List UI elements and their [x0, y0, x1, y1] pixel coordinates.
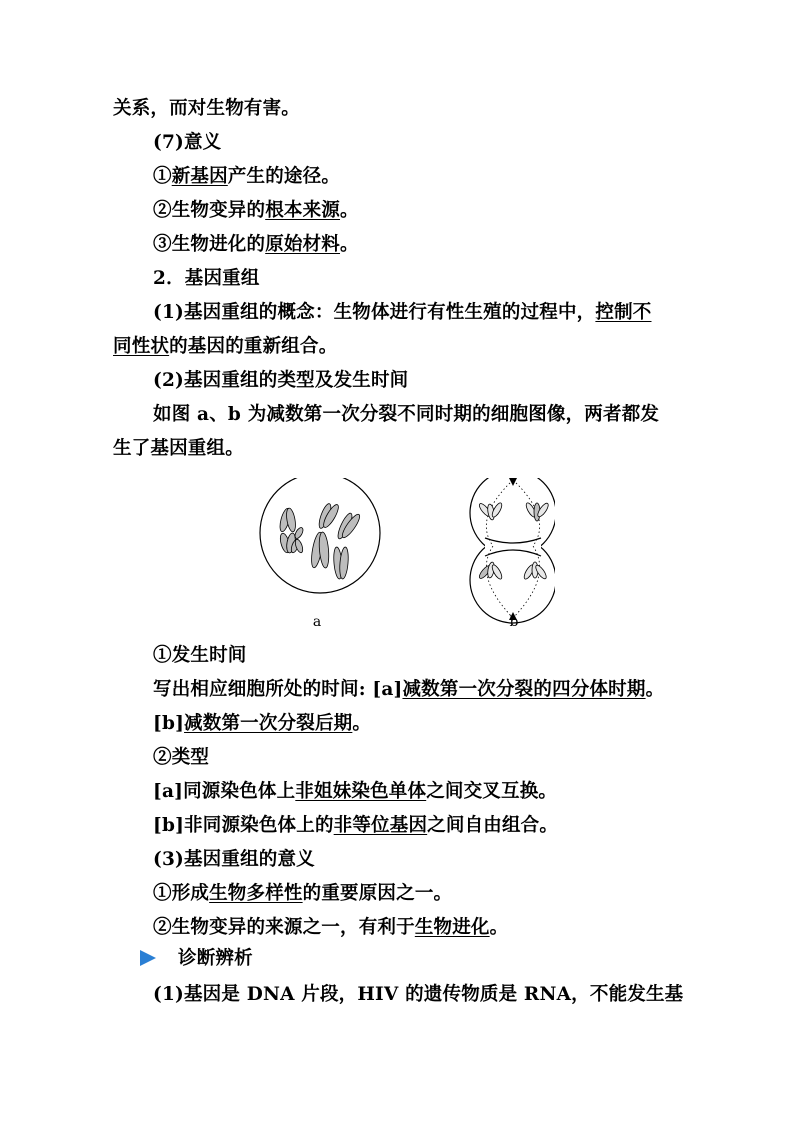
- cell-figure: [255, 478, 555, 638]
- text-line: 写出相应细胞所处的时间: [a]减数第一次分裂的四分体时期。: [153, 679, 665, 700]
- text-line: 如图 a、b 为减数第一次分裂不同时期的细胞图像，两者都发: [153, 404, 660, 425]
- section-heading: 诊断辨析: [140, 947, 710, 971]
- text-line: ②类型: [153, 747, 210, 768]
- text-line: (1)基因是 DNA 片段，HIV 的遗传物质是 RNA，不能发生基: [153, 984, 684, 1005]
- text-line: [b]非同源染色体上的非等位基因之间自由组合。: [153, 815, 559, 836]
- text-line: 生了基因重组。: [113, 438, 244, 459]
- text-line: ①新基因产生的途径。: [153, 166, 341, 187]
- text-line: 关系，而对生物有害。: [113, 98, 301, 119]
- section-heading: (3)基因重组的意义: [153, 849, 315, 870]
- arrow-bullet-icon: [140, 950, 156, 966]
- section-heading: (7)意义: [153, 132, 222, 153]
- text-line: ③生物进化的原始材料。: [153, 234, 359, 255]
- figure-label-a: a: [312, 614, 322, 630]
- cell-b-diagram: [421, 478, 555, 631]
- cell-a-diagram: [260, 478, 380, 630]
- text-line: (1)基因重组的概念：生物体进行有性生殖的过程中，控制不: [153, 302, 652, 323]
- text-line: [a]同源染色体上非姐妹染色单体之间交叉互换。: [153, 781, 558, 802]
- text-line: 同性状的基因的重新组合。: [113, 336, 338, 357]
- section-heading: (2)基因重组的类型及发生时间: [153, 370, 409, 391]
- text-line: ②生物变异的根本来源。: [153, 200, 359, 221]
- text-line: [b]减数第一次分裂后期。: [153, 713, 372, 734]
- section-heading: 2．基因重组: [153, 268, 260, 289]
- text-line: ①形成生物多样性的重要原因之一。: [153, 883, 453, 904]
- text-line: ①发生时间: [153, 645, 247, 666]
- figure-label-b: b: [509, 614, 519, 630]
- text-line: ②生物变异的来源之一，有利于生物进化。: [153, 917, 509, 938]
